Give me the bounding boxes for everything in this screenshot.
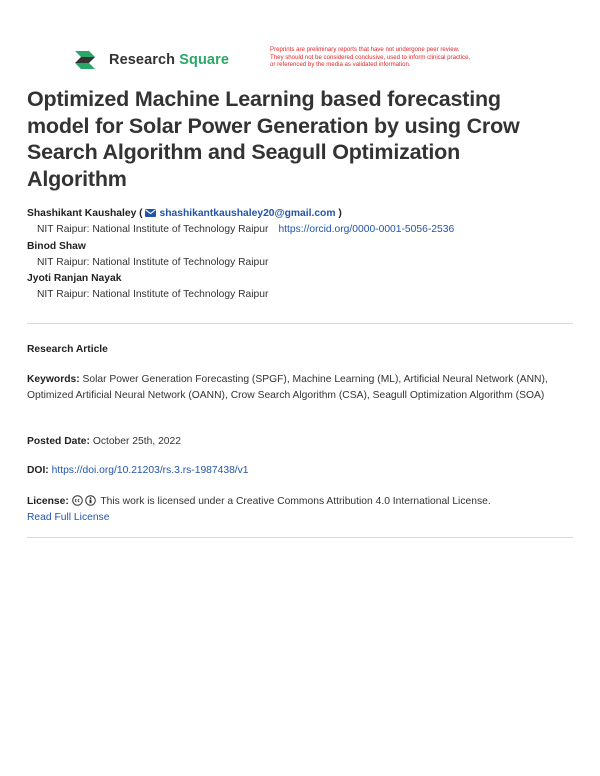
author-name: Jyoti Ranjan Nayak — [27, 273, 122, 285]
divider — [27, 323, 573, 324]
author-affiliation — [27, 255, 577, 271]
notice-line: or referenced by the media as validated information. — [270, 61, 411, 69]
author-email-link[interactable]: shashikantkaushaley20@gmail.com — [159, 208, 336, 219]
notice-line: Preprints are preliminary reports that have not undergone peer review. — [270, 46, 460, 53]
posted-date-block — [27, 434, 573, 450]
orcid-link[interactable]: https://orcid.org/0000-0001-5056-2536 — [278, 224, 455, 236]
doi-link[interactable]: https://doi.org/10.21203/rs.3.rs-1987438/v1 — [51, 465, 249, 476]
logo-name-square: Square — [179, 52, 229, 68]
affiliation-text: NIT Raipur: National Institute of Technology Raipur — [37, 289, 269, 301]
logo-wordmark — [109, 52, 229, 68]
author-entry — [27, 239, 577, 255]
notice-line: They should not be considered conclusive, used to inform clinical practice, — [270, 53, 471, 61]
logo-name-research: Research — [109, 52, 176, 68]
affiliation-text: NIT Raipur: National Institute of Technology Raipur — [37, 256, 269, 268]
posted-date-value: October 25th, 2022 — [89, 436, 181, 447]
email-paren-open: ( — [136, 208, 143, 219]
divider — [27, 537, 573, 538]
posted-date-label: Posted Date: — [27, 436, 90, 447]
author-affiliation — [27, 222, 577, 238]
license-text: This work is licensed under a Creative Commons Attribution 4.0 International License. — [100, 496, 491, 507]
affiliation-text: NIT Raipur: National Institute of Technology Raipur — [37, 224, 269, 236]
read-full-license-link[interactable]: Read Full License — [27, 512, 110, 523]
author-name: Shashikant Kaushaley — [27, 208, 137, 219]
title-line: Search Algorithm and Seagull Optimization — [27, 140, 461, 164]
license-label: License: — [27, 496, 69, 507]
article-type — [27, 342, 573, 358]
mail-icon — [145, 209, 156, 217]
preprint-notice — [270, 46, 540, 69]
doi-label: DOI: — [27, 465, 49, 476]
author-list — [27, 206, 577, 304]
title-line: model for Solar Power Generation by using Crow — [27, 113, 520, 138]
research-square-logo[interactable] — [73, 49, 229, 71]
keywords-label: Keywords: — [27, 374, 80, 385]
by-icon — [85, 495, 96, 506]
cc-icon — [72, 495, 83, 506]
title-line: Optimized Machine Learning based forecasting — [27, 87, 501, 111]
author-name: Binod Shaw — [27, 240, 86, 252]
title-line: Algorithm — [27, 166, 127, 191]
author-affiliation — [27, 287, 577, 303]
keywords-text: Solar Power Generation Forecasting (SPGF), Machine Learning (ML), Artificial Neural Network (ANN), Optimized Artificial Neural Network (OANN), Crow Search Algorithm (CSA), Seagull Optimization Algorithm (SOA) — [27, 374, 548, 401]
keywords-block — [27, 372, 573, 404]
author-entry — [27, 271, 577, 287]
author-entry — [27, 206, 577, 222]
doi-block — [27, 463, 573, 479]
paper-title — [27, 86, 572, 192]
license-block — [27, 494, 573, 526]
email-paren-close: ) — [335, 208, 342, 219]
article-type-label: Research Article — [27, 344, 108, 355]
research-square-logo-icon — [73, 49, 103, 71]
